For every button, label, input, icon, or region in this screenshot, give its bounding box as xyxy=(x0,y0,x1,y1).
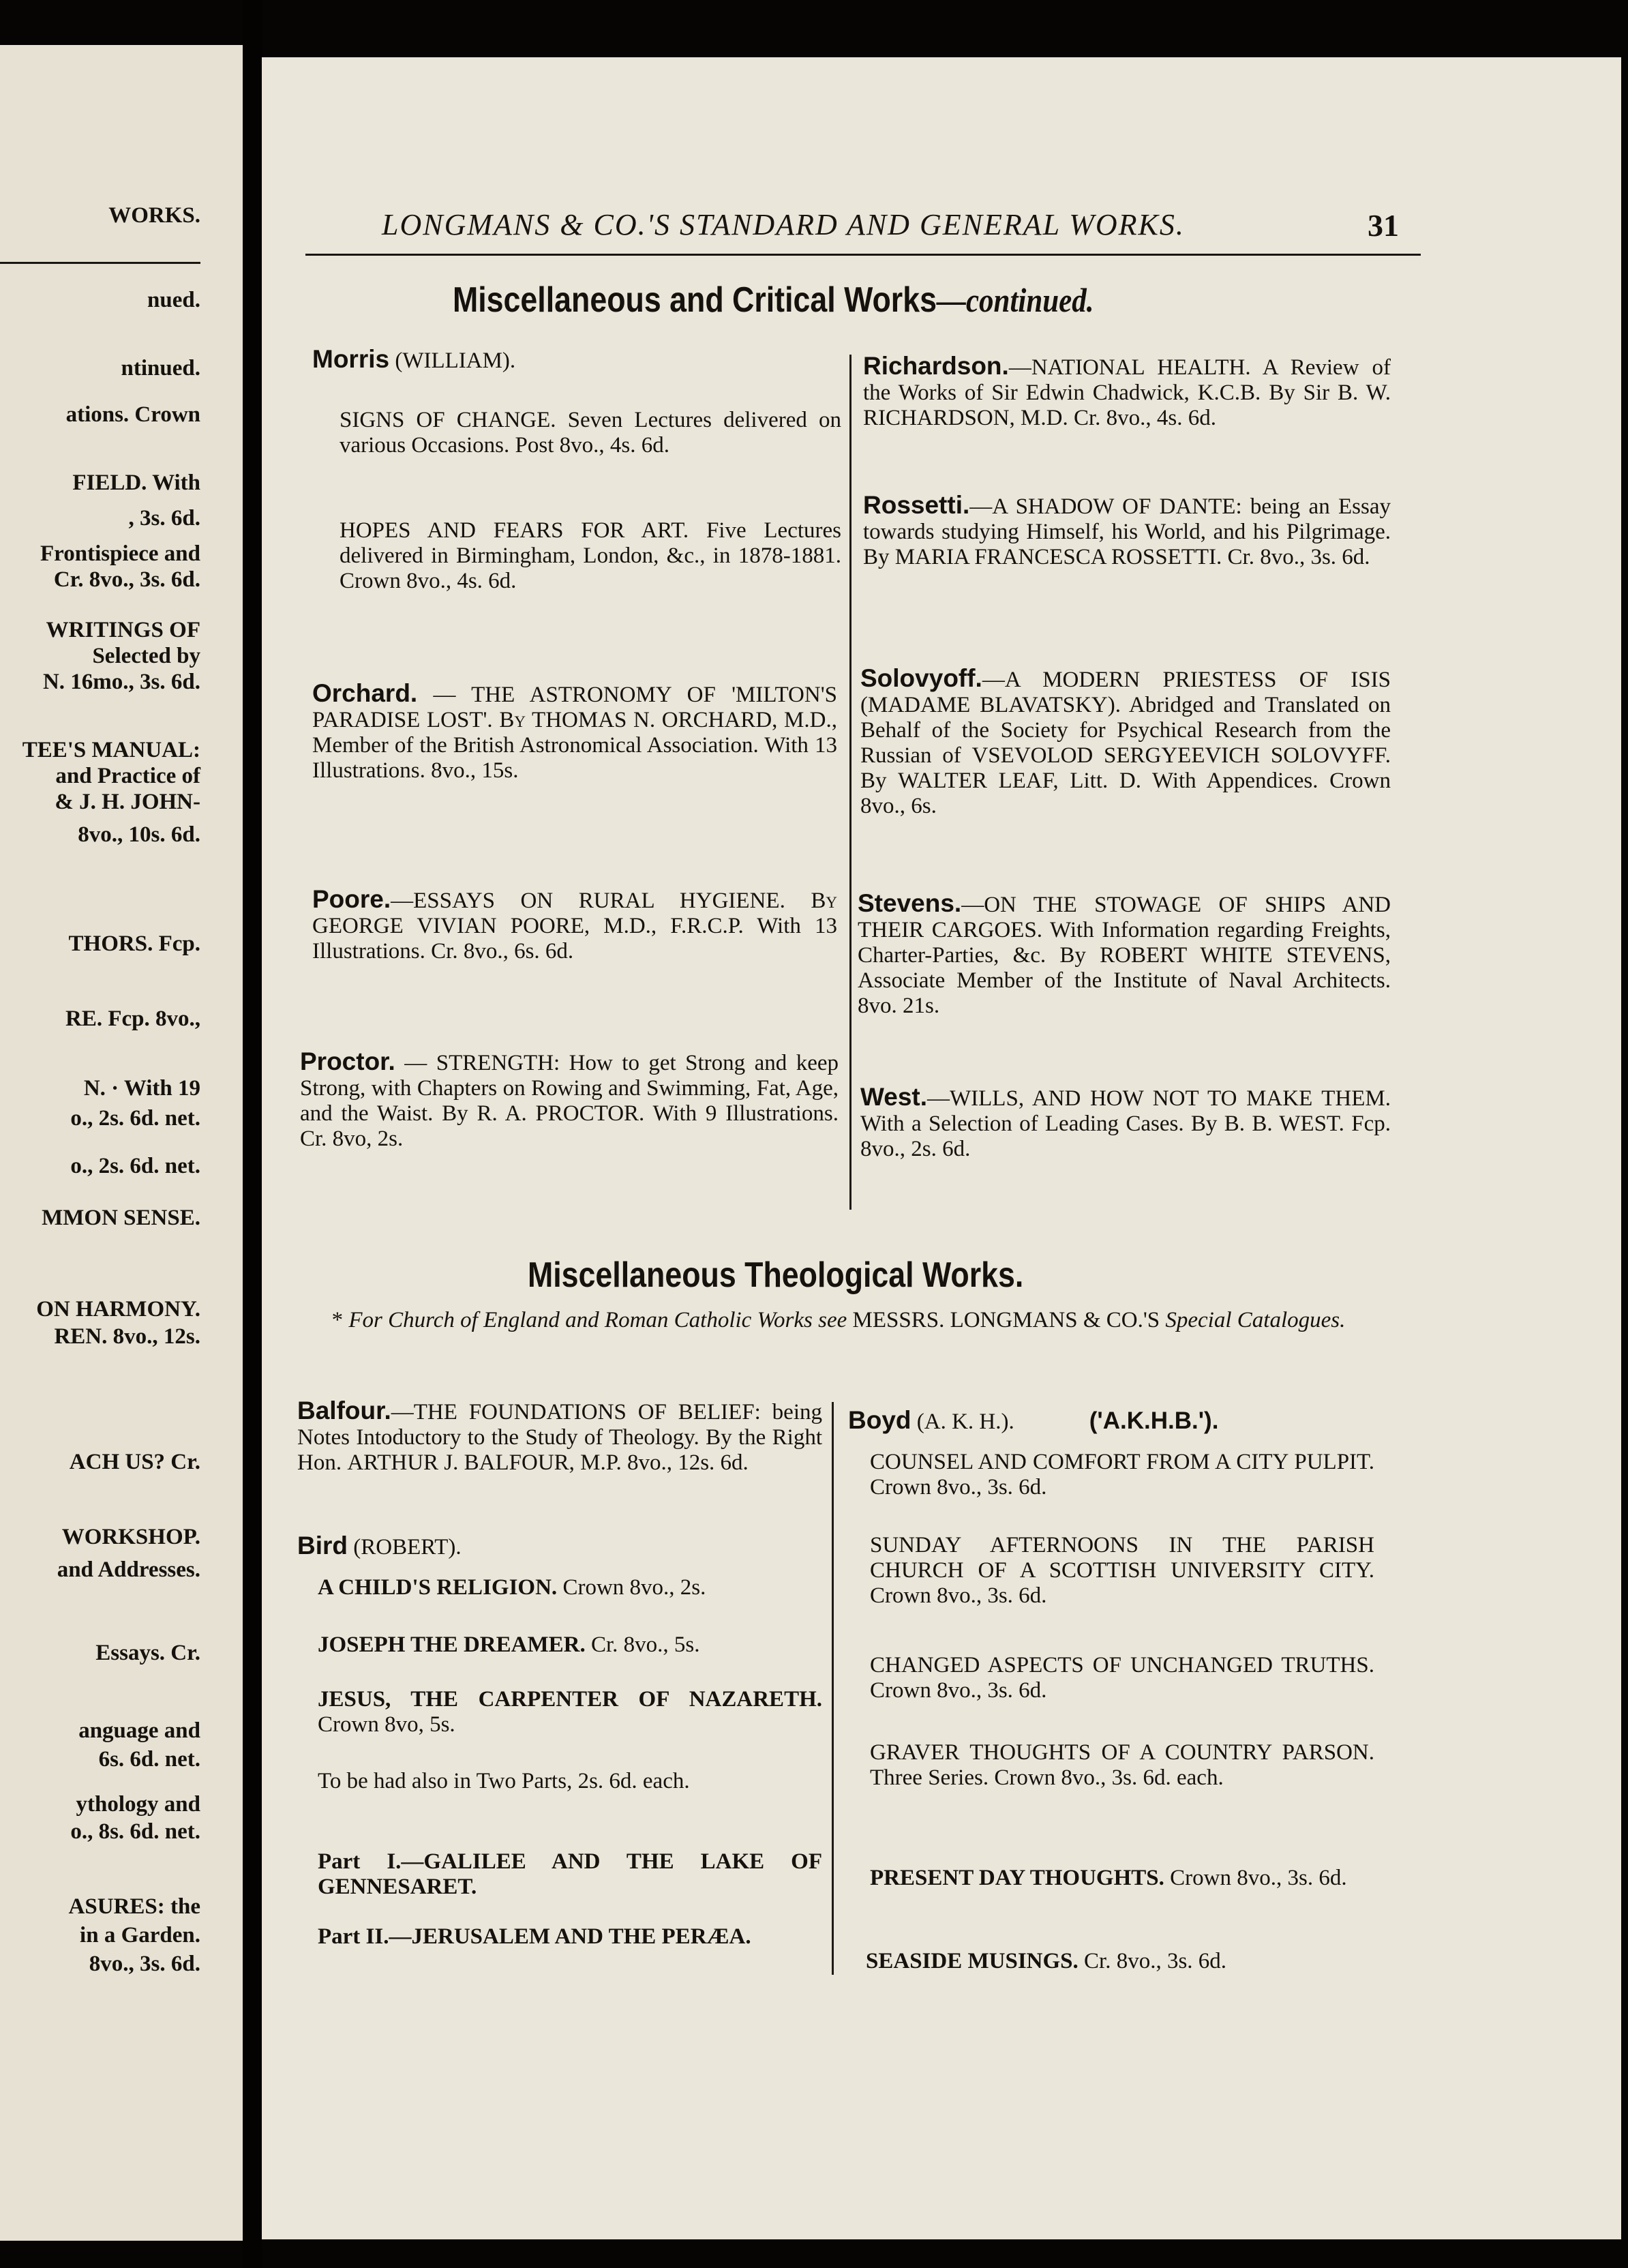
left-page-fragment xyxy=(0,45,243,2241)
left-page-line: ACH US? Cr. xyxy=(69,1450,200,1474)
left-page-line: and Practice of xyxy=(55,764,200,788)
left-page-line: and Addresses. xyxy=(57,1557,200,1582)
left-page-line: in a Garden. xyxy=(80,1923,200,1948)
entry-balfour: Balfour.—THE FOUNDATIONS OF BELIEF: being Notes Intoductory to the Study of Theology. By the Right Hon. ARTHUR J. BALFOUR, M.P. 8vo., 12s. 6d. xyxy=(297,1397,822,1475)
entry-boyd-sunday: SUNDAY AFTERNOONS IN THE PARISH CHURCH OF A SCOTTISH UNIVERSITY CITY. Crown 8vo., 3s. 6d. xyxy=(870,1533,1374,1608)
entry-stevens: Stevens.—ON THE STOWAGE OF SHIPS AND THEIR CARGOES. With Information regarding Freights, Charter-Parties, &c. By ROBERT WHITE STEVENS, Associate Member of the Institute of Naval Architects. 8vo. 21s. xyxy=(858,889,1391,1018)
entry-morris: Morris (WILLIAM). xyxy=(312,345,516,373)
column-rule-critical xyxy=(849,355,851,1210)
entry-solovyoff: Solovyoff.—A MODERN PRIESTESS OF ISIS (MADAME BLAVATSKY). Abridged and Translated on Behalf of the Society for Psychical Research from the Russian of VSEVOLOD SERGYEEVICH SOLOVYFF. By WALTER LEAF, Litt. D. With Appendices. Crown 8vo., 6s. xyxy=(860,664,1391,818)
entry-morris-signs: SIGNS OF CHANGE. Seven Lectures delivered on various Occasions. Post 8vo., 4s. 6d. xyxy=(340,408,842,458)
entry-boyd-seaside: SEASIDE MUSINGS. Cr. 8vo., 3s. 6d. xyxy=(866,1949,1227,1973)
header-rule xyxy=(305,254,1421,256)
left-page-line: 6s. 6d. net. xyxy=(98,1747,200,1772)
entry-boyd-changed: CHANGED ASPECTS OF UNCHANGED TRUTHS. Crown 8vo., 3s. 6d. xyxy=(870,1653,1374,1703)
left-page-line: Essays. Cr. xyxy=(95,1641,200,1665)
left-page-line: o., 2s. 6d. net. xyxy=(70,1154,200,1178)
entry-morris-hopes: HOPES AND FEARS FOR ART. Five Lectures delivered in Birmingham, London, &c., in 1878-1881. Crown 8vo., 4s. 6d. xyxy=(340,518,841,593)
running-head: LONGMANS & CO.'S STANDARD AND GENERAL WORKS. xyxy=(382,208,1185,241)
left-page-line: , 3s. 6d. xyxy=(128,506,200,531)
entry-bird-child: A CHILD'S RELIGION. Crown 8vo., 2s. xyxy=(318,1575,706,1600)
left-page-line: Selected by xyxy=(92,644,200,668)
left-page-line: Frontispiece and xyxy=(40,541,200,566)
left-page-line: anguage and xyxy=(78,1718,200,1743)
entry-west: West.—WILLS, AND HOW NOT TO MAKE THEM. With a Selection of Leading Cases. By B. B. WEST. Fcp. 8vo., 2s. 6d. xyxy=(860,1083,1391,1161)
entry-rossetti: Rossetti.—A SHADOW OF DANTE: being an Essay towards studying Himself, his World, and his Pilgrimage. By MARIA FRANCESCA ROSSETTI. Cr. 8vo., 3s. 6d. xyxy=(863,491,1391,569)
left-page-line: TEE'S MANUAL: xyxy=(22,738,200,762)
entry-bird: Bird (ROBERT). xyxy=(297,1532,462,1560)
left-page-line: nued. xyxy=(147,288,200,312)
left-page-line: 8vo., 10s. 6d. xyxy=(78,822,200,847)
entry-poore: Poore.—ESSAYS ON RURAL HYGIENE. By GEORGE VIVIAN POORE, M.D., F.R.C.P. With 13 Illustrations. Cr. 8vo., 6s. 6d. xyxy=(312,885,838,964)
left-page-line: ations. Crown xyxy=(65,402,200,427)
left-page-line: WRITINGS OF xyxy=(46,618,200,642)
entry-boyd-present: PRESENT DAY THOUGHTS. Crown 8vo., 3s. 6d. xyxy=(870,1866,1347,1890)
left-page-line: o., 2s. 6d. net. xyxy=(70,1106,200,1131)
left-page-line: & J. H. JOHN- xyxy=(55,790,200,814)
left-page-line: N. · With 19 xyxy=(83,1076,200,1101)
left-page-line: o., 8s. 6d. net. xyxy=(70,1819,200,1844)
column-rule-theological xyxy=(832,1402,834,1975)
section-heading-critical: Miscellaneous and Critical Works—continued. xyxy=(453,280,1094,320)
entry-proctor: Proctor. — STRENGTH: How to get Strong and keep Strong, with Chapters on Rowing and Swimming, Fat, Age, and the Waist. By R. A. PROCTOR. With 9 Illustrations. Cr. 8vo, 2s. xyxy=(300,1047,839,1151)
entry-bird-joseph: JOSEPH THE DREAMER. Cr. 8vo., 5s. xyxy=(318,1632,700,1657)
page-gutter xyxy=(243,0,262,2268)
left-page-line: Cr. 8vo., 3s. 6d. xyxy=(53,567,200,592)
left-header-rule xyxy=(0,262,200,264)
left-page-line: ntinued. xyxy=(121,356,200,381)
page-number: 31 xyxy=(1368,208,1399,243)
section-heading-theological: Miscellaneous Theological Works. xyxy=(528,1255,1024,1295)
entry-boyd-counsel: COUNSEL AND COMFORT FROM A CITY PULPIT. Crown 8vo., 3s. 6d. xyxy=(870,1450,1374,1499)
left-page-line: MMON SENSE. xyxy=(42,1206,200,1230)
left-page-line: 8vo., 3s. 6d. xyxy=(89,1952,200,1976)
entry-boyd: Boyd (A. K. H.). ('A.K.H.B.'). xyxy=(848,1406,1219,1434)
theology-note: * For Church of England and Roman Catholic Works see MESSRS. LONGMANS & CO.'S Special Catalogues. xyxy=(331,1308,1346,1332)
left-page-line: ythology and xyxy=(76,1792,200,1817)
left-page-line: ON HARMONY. xyxy=(36,1297,200,1322)
left-page-line: THORS. Fcp. xyxy=(68,931,200,956)
left-page-line: RE. Fcp. 8vo., xyxy=(65,1006,200,1031)
entry-bird-jesus: JESUS, THE CARPENTER OF NAZARETH. Crown 8vo, 5s. xyxy=(318,1687,822,1737)
entry-bird-part2: Part II.—JERUSALEM AND THE PERÆA. xyxy=(318,1924,751,1949)
left-page-line: N. 16mo., 3s. 6d. xyxy=(42,670,200,694)
entry-boyd-graver: GRAVER THOUGHTS OF A COUNTRY PARSON. Three Series. Crown 8vo., 3s. 6d. each. xyxy=(870,1740,1374,1790)
left-page-line: ASURES: the xyxy=(68,1894,200,1919)
left-page-line: WORKS. xyxy=(108,203,200,228)
left-page-line: WORKSHOP. xyxy=(61,1525,200,1549)
left-page-line: FIELD. With xyxy=(72,471,200,495)
entry-richardson: Richardson.—NATIONAL HEALTH. A Review of the Works of Sir Edwin Chadwick, K.C.B. By Sir B. W. RICHARDSON, M.D. Cr. 8vo., 4s. 6d. xyxy=(863,352,1391,430)
left-page-line: REN. 8vo., 12s. xyxy=(54,1324,200,1349)
entry-bird-part1: Part I.—GALILEE AND THE LAKE OF GENNESARET. xyxy=(318,1849,822,1899)
entry-bird-parts: To be had also in Two Parts, 2s. 6d. each. xyxy=(318,1769,690,1793)
entry-orchard: Orchard. — THE ASTRONOMY OF 'MILTON'S PARADISE LOST'. By THOMAS N. ORCHARD, M.D., Member of the British Astronomical Association. With 13 Illustrations. 8vo., 15s. xyxy=(312,679,837,783)
